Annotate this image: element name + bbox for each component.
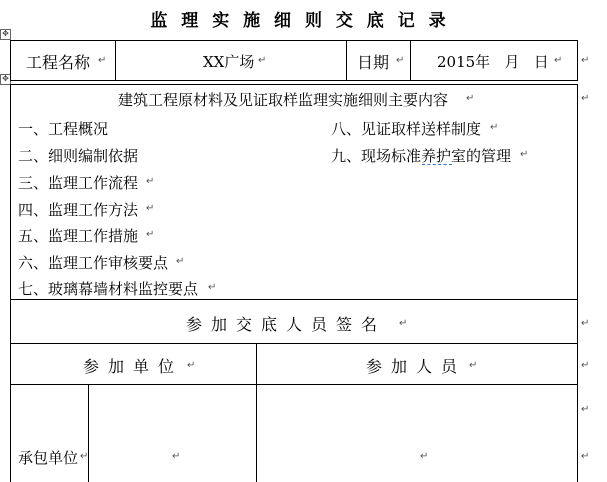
document-title: 监 理 实 施 细 则 交 底 记 录 — [150, 11, 450, 31]
signature-heading-bottom-border — [10, 343, 578, 344]
row-end-mark: ↵ — [581, 55, 590, 66]
paragraph-mark: ↵ — [176, 256, 185, 267]
content-item-4: 四、监理工作方法 — [18, 201, 139, 219]
signature-heading: 参加交底人员签名 — [186, 315, 387, 334]
paragraph-mark: ↵ — [187, 360, 196, 371]
content-item-1: 一、工程概况 — [18, 120, 109, 138]
paragraph-mark: ↵ — [490, 122, 499, 133]
table2-right-border — [577, 84, 578, 482]
paragraph-mark: ↵ — [146, 176, 155, 187]
content-bottom-border — [10, 299, 578, 300]
row-end-mark: ↵ — [581, 451, 590, 462]
paragraph-mark: ↵ — [554, 55, 563, 66]
content-item-9: 九、现场标准养护室的管理 — [331, 147, 512, 165]
paragraph-mark: ↵ — [98, 55, 107, 66]
paragraph-mark: ↵ — [396, 55, 405, 66]
row-end-mark: ↵ — [581, 93, 590, 104]
content-item-6: 六、监理工作审核要点 — [18, 254, 169, 272]
spellcheck-underline — [422, 161, 452, 165]
paragraph-mark: ↵ — [469, 360, 478, 371]
table1-left-border — [10, 40, 11, 81]
paragraph-mark: ↵ — [146, 203, 155, 214]
row-end-mark: ↵ — [581, 404, 590, 415]
content-heading: 建筑工程原材料及见证取样监理实施细则主要内容 — [118, 91, 449, 109]
content-item-8: 八、见证取样送样制度 — [331, 120, 482, 138]
table1-divider-3 — [410, 40, 411, 81]
row-end-mark: ↵ — [581, 360, 590, 371]
contractor-unit-cell[interactable]: ↵ — [172, 451, 181, 462]
project-name-label: 工程名称 — [26, 53, 91, 72]
column-header-person: 参加人员 — [366, 357, 467, 376]
contractor-person-cell[interactable]: ↵ — [420, 451, 429, 462]
table1-divider-2 — [346, 40, 347, 81]
paragraph-mark: ↵ — [258, 55, 267, 66]
row-end-mark: ↵ — [581, 318, 590, 329]
content-item-7: 七、玻璃幕墙材料监控要点 — [18, 280, 199, 298]
paragraph-mark: ↵ — [146, 229, 155, 240]
date-label: 日期 — [357, 53, 390, 72]
table2-top-border — [10, 84, 578, 85]
paragraph-mark: ↵ — [80, 451, 89, 462]
table1-right-border — [577, 40, 578, 81]
paragraph-mark: ↵ — [399, 318, 408, 329]
column-header-unit: 参加单位 — [83, 357, 184, 376]
paragraph-mark: ↵ — [466, 93, 475, 104]
paragraph-mark: ↵ — [520, 149, 529, 160]
table-move-handle-icon[interactable]: ✥ — [0, 29, 11, 40]
project-name-value[interactable]: XX广场 — [203, 53, 255, 71]
table1-top-border — [10, 40, 578, 41]
contractor-unit-label: 承包单位 — [18, 449, 79, 467]
signature-columns-bottom-border — [10, 384, 578, 385]
table2-left-border — [10, 84, 11, 482]
signature-column-divider — [256, 343, 257, 482]
table1-divider-1 — [115, 40, 116, 81]
date-value[interactable]: 2015年 月 日 — [437, 53, 549, 71]
unit-label-divider — [88, 384, 89, 482]
content-item-5: 五、监理工作措施 — [18, 227, 139, 245]
table1-bottom-border — [10, 80, 578, 81]
paragraph-mark: ↵ — [208, 282, 217, 293]
table-move-handle-icon-2[interactable]: ✥ — [0, 74, 11, 85]
content-item-3: 三、监理工作流程 — [18, 174, 139, 192]
content-item-2: 二、细则编制依据 — [18, 147, 139, 165]
